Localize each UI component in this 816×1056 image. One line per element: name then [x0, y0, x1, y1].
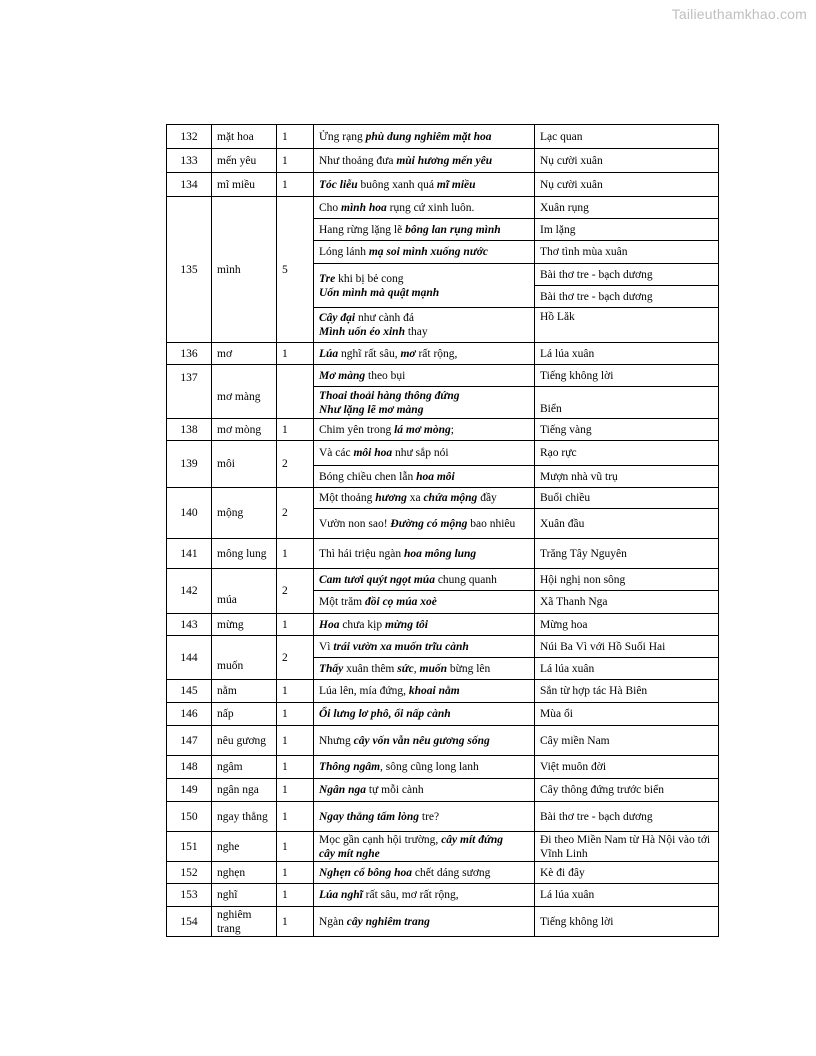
example-cell: [314, 264, 535, 308]
example-cell: [314, 509, 535, 539]
row-number: 144: [167, 636, 212, 680]
row-number: 140: [167, 488, 212, 539]
text: xuân thêm: [343, 662, 398, 675]
highlight: Ổi lưng lơ phô, ổi nấp cành: [319, 708, 451, 720]
text: Thì hái triệu ngàn: [319, 547, 404, 560]
example-cell: [314, 680, 535, 703]
text: Chim yên trong: [319, 423, 395, 436]
data-table: [166, 124, 719, 937]
table-row: [167, 726, 719, 756]
example-cell: [314, 779, 535, 802]
text: ,: [413, 662, 420, 675]
count-cell: [277, 365, 314, 419]
source-cell: Lạc quan: [535, 125, 719, 149]
text: Vì: [319, 640, 334, 653]
row-number: 152: [167, 862, 212, 884]
word-cell: nghĩ: [212, 884, 277, 907]
highlight: cây mít nghe: [319, 847, 380, 860]
table-row: [167, 907, 719, 937]
source-cell: Lá lúa xuân: [535, 658, 719, 680]
row-number: 141: [167, 539, 212, 569]
text: chưa kịp: [339, 618, 385, 631]
count-cell: 1: [277, 149, 314, 173]
text: rất rộng,: [415, 347, 458, 360]
highlight: Tóc liễu: [319, 178, 358, 191]
example-cell: [314, 703, 535, 726]
count-cell: 2: [277, 569, 314, 614]
word-cell: mừng: [212, 614, 277, 636]
highlight: chứa mộng: [423, 492, 478, 504]
word-cell: ngay thẳng: [212, 802, 277, 832]
count-cell: 1: [277, 907, 314, 937]
count-cell: 1: [277, 779, 314, 802]
highlight: Cam tươi quýt ngọt múa: [319, 573, 435, 586]
highlight: mĩ miều: [436, 178, 476, 191]
count-cell: 1: [277, 614, 314, 636]
text: Lúa lên, mía đứng,: [319, 685, 409, 697]
source-cell: Xuân đầu: [535, 509, 719, 539]
row-number: 151: [167, 832, 212, 862]
table-row: [167, 832, 719, 862]
highlight: cây mít đứng: [441, 833, 504, 846]
word-cell: múa: [212, 569, 277, 614]
highlight: mơ: [400, 347, 416, 360]
text: Một trăm: [319, 596, 365, 608]
example-cell: [314, 569, 535, 591]
example-cell: [314, 539, 535, 569]
word-cell: nghe: [212, 832, 277, 862]
source-cell: Lá lúa xuân: [535, 343, 719, 365]
text: ;: [450, 423, 454, 436]
source-cell: Mùa ổi: [535, 703, 719, 726]
word-cell: nấp: [212, 703, 277, 726]
text: rụng cứ xinh luôn.: [386, 201, 475, 214]
highlight: hoa mông lung: [403, 547, 477, 560]
text: khi bị bẻ cong: [335, 272, 404, 285]
table-row: [167, 197, 719, 219]
example-cell: [314, 756, 535, 779]
row-number: 132: [167, 125, 212, 149]
row-number: 136: [167, 343, 212, 365]
source-cell: Việt muôn đời: [535, 756, 719, 779]
text: như cành đá: [355, 312, 415, 324]
example-cell: [314, 832, 535, 862]
row-number: 143: [167, 614, 212, 636]
highlight: Uốn mình mà quật mạnh: [319, 286, 440, 299]
highlight: Hoa: [319, 618, 340, 631]
word-cell: mặt hoa: [212, 125, 277, 149]
highlight: cây vốn vẫn nêu gương sống: [353, 734, 490, 747]
highlight: Thông ngâm: [319, 761, 381, 773]
table-row: [167, 636, 719, 658]
text: Như thoảng đưa: [319, 154, 397, 167]
source-cell: Cây miền Nam: [535, 726, 719, 756]
highlight: Tre: [319, 272, 336, 285]
word-cell: ngân nga: [212, 779, 277, 802]
text: chết dáng sương: [411, 866, 491, 879]
text: theo bụi: [365, 369, 406, 382]
source-cell: Buổi chiều: [535, 488, 719, 509]
text: Ngàn: [319, 915, 347, 928]
highlight: Lúa nghĩ: [319, 889, 363, 901]
example-cell: [314, 658, 535, 680]
table-row: [167, 149, 719, 173]
highlight: hoa môi: [416, 470, 455, 483]
example-cell: [314, 636, 535, 658]
count-cell: 1: [277, 726, 314, 756]
source-cell: Nụ cười xuân: [535, 149, 719, 173]
table-row: [167, 488, 719, 509]
source-cell: Cây thông đứng trước biển: [535, 779, 719, 802]
example-cell: [314, 241, 535, 264]
source-cell: Mượn nhà vũ trụ: [535, 466, 719, 488]
example-cell: [314, 343, 535, 365]
example-cell: [314, 125, 535, 149]
row-number: 142: [167, 569, 212, 614]
example-cell: [314, 219, 535, 241]
highlight: mùi hương mến yêu: [396, 154, 493, 167]
source-cell: Bài thơ tre - bạch dương: [535, 286, 719, 308]
count-cell: 1: [277, 419, 314, 441]
highlight: mừng tôi: [384, 618, 428, 631]
count-cell: 1: [277, 832, 314, 862]
row-number: 146: [167, 703, 212, 726]
row-number: 133: [167, 149, 212, 173]
table-row: [167, 779, 719, 802]
highlight: Thoai thoải hàng thông đứng: [319, 389, 460, 402]
count-cell: 1: [277, 703, 314, 726]
text: Cho: [319, 201, 342, 214]
table-row: [167, 802, 719, 832]
table-row: [167, 614, 719, 636]
text: chung quanh: [434, 573, 497, 586]
source-cell: Biển: [535, 387, 719, 419]
word-cell: mình: [212, 197, 277, 343]
source-cell: Sắn từ hợp tác Hà Biên: [535, 680, 719, 703]
count-cell: 1: [277, 680, 314, 703]
text: tự mỗi cành: [365, 784, 424, 796]
highlight: sức: [397, 662, 414, 675]
count-cell: 2: [277, 636, 314, 680]
count-cell: 1: [277, 802, 314, 832]
row-number: 153: [167, 884, 212, 907]
example-cell: [314, 365, 535, 387]
word-cell: mến yêu: [212, 149, 277, 173]
table-row: [167, 862, 719, 884]
text: Vườn non sao!: [319, 517, 391, 530]
row-number: 154: [167, 907, 212, 937]
count-cell: 1: [277, 343, 314, 365]
table-row: [167, 419, 719, 441]
word-cell: muốn: [212, 636, 277, 680]
highlight: phù dung nghiêm mặt hoa: [365, 130, 492, 143]
text: Hang rừng lặng lẽ: [319, 223, 406, 236]
table-row: [167, 343, 719, 365]
word-cell: môi: [212, 441, 277, 488]
count-cell: 1: [277, 173, 314, 197]
highlight: mạ soi mình xuống nước: [368, 246, 488, 258]
highlight: Lúa: [319, 347, 339, 360]
row-number: 147: [167, 726, 212, 756]
highlight: Đường có mộng: [390, 517, 468, 530]
row-number: 149: [167, 779, 212, 802]
example-cell: [314, 802, 535, 832]
text: , sông cũng long lanh: [380, 761, 479, 773]
text: Mọc gần cạnh hội trường,: [319, 833, 442, 846]
text: Và các: [319, 447, 354, 459]
source-cell: Xuân rụng: [535, 197, 719, 219]
highlight: Cây đại: [319, 312, 356, 324]
highlight: lá mơ mòng: [394, 423, 451, 436]
count-cell: 1: [277, 125, 314, 149]
highlight: Ngay thẳng tấm lòng: [319, 810, 420, 823]
text: Bóng chiều chen lẫn: [319, 470, 417, 483]
count-cell: 2: [277, 441, 314, 488]
row-number: 148: [167, 756, 212, 779]
source-cell: Tiếng không lời: [535, 365, 719, 387]
text: bao nhiêu: [467, 517, 516, 530]
row-number: 135: [167, 197, 212, 343]
word-cell: nghiêm trang: [212, 907, 277, 937]
text: bừng lên: [447, 662, 491, 675]
text: thay: [404, 326, 428, 338]
source-cell: Bài thơ tre - bạch dương: [535, 264, 719, 286]
text: đầy: [477, 492, 497, 504]
row-number: 138: [167, 419, 212, 441]
text: Ửng rạng: [319, 130, 366, 143]
table-row: [167, 539, 719, 569]
example-cell: [314, 173, 535, 197]
example-cell: [314, 419, 535, 441]
highlight: môi hoa: [353, 447, 393, 459]
word-cell: mông lung: [212, 539, 277, 569]
example-cell: [314, 308, 535, 343]
example-cell: [314, 614, 535, 636]
example-cell: [314, 726, 535, 756]
source-cell: Trăng Tây Nguyên: [535, 539, 719, 569]
table-row: [167, 680, 719, 703]
text: như sắp nói: [392, 447, 449, 459]
example-cell: [314, 197, 535, 219]
highlight: Mơ màng: [319, 369, 366, 382]
source-cell: Thơ tình mùa xuân: [535, 241, 719, 264]
source-cell: Núi Ba Vì với Hồ Suối Hai: [535, 636, 719, 658]
count-cell: 1: [277, 539, 314, 569]
text: rất sâu, mơ rất rộng,: [362, 889, 459, 901]
source-cell: Đi theo Miền Nam từ Hà Nội vào tới Vĩnh Linh: [535, 832, 719, 862]
source-cell: Lá lúa xuân: [535, 884, 719, 907]
text: Lóng lánh: [319, 246, 369, 258]
example-cell: [314, 441, 535, 466]
highlight: Mình uốn éo xinh: [319, 326, 405, 338]
example-cell: [314, 466, 535, 488]
word-cell: ngâm: [212, 756, 277, 779]
table-row: [167, 441, 719, 466]
source-cell: Tiếng không lời: [535, 907, 719, 937]
highlight: muốn: [419, 662, 447, 675]
highlight: đồi cọ múa xoè: [365, 596, 437, 608]
source-cell: Kè đi đây: [535, 862, 719, 884]
example-cell: [314, 907, 535, 937]
row-number: 150: [167, 802, 212, 832]
text: tre?: [419, 810, 440, 823]
text: nghĩ rất sâu,: [338, 347, 401, 360]
text: Nhưng: [319, 734, 354, 747]
word-cell: mơ màng: [212, 365, 277, 419]
example-cell: [314, 862, 535, 884]
source-cell: Bài thơ tre - bạch dương: [535, 802, 719, 832]
highlight: Nghẹn cổ bông hoa: [319, 866, 412, 879]
word-cell: mơ: [212, 343, 277, 365]
count-cell: 5: [277, 197, 314, 343]
table-row: [167, 756, 719, 779]
word-cell: nêu gương: [212, 726, 277, 756]
example-cell: [314, 884, 535, 907]
watermark: Tailieuthamkhao.com: [671, 6, 807, 22]
highlight: trái vườn xa muốn trĩu cành: [333, 640, 469, 653]
row-number: 134: [167, 173, 212, 197]
table-row: [167, 365, 719, 387]
count-cell: 1: [277, 884, 314, 907]
table-row: [167, 569, 719, 591]
table-row: [167, 173, 719, 197]
text: xa: [406, 492, 424, 504]
count-cell: 2: [277, 488, 314, 539]
highlight: Như lặng lẽ mơ màng: [319, 403, 424, 416]
word-cell: mĩ miều: [212, 173, 277, 197]
table-row: [167, 125, 719, 149]
text: Một thoảng: [319, 492, 376, 504]
word-cell: mơ mòng: [212, 419, 277, 441]
source-cell: Rạo rực: [535, 441, 719, 466]
count-cell: 1: [277, 862, 314, 884]
source-cell: Im lặng: [535, 219, 719, 241]
highlight: khoai nằm: [408, 685, 460, 697]
source-cell: Xã Thanh Nga: [535, 591, 719, 614]
row-number: 145: [167, 680, 212, 703]
source-cell: Nụ cười xuân: [535, 173, 719, 197]
word-cell: nghẹn: [212, 862, 277, 884]
highlight: hương: [375, 492, 407, 504]
word-cell: mộng: [212, 488, 277, 539]
highlight: mình hoa: [341, 201, 387, 214]
table-row: [167, 703, 719, 726]
example-cell: [314, 591, 535, 614]
highlight: Thấy: [319, 662, 344, 675]
source-cell: Hội nghị non sông: [535, 569, 719, 591]
source-cell: Tiếng vàng: [535, 419, 719, 441]
word-cell: nằm: [212, 680, 277, 703]
example-cell: [314, 149, 535, 173]
text: buông xanh quá: [357, 178, 437, 191]
row-number: 137: [167, 365, 212, 419]
table-row: [167, 884, 719, 907]
highlight: Ngân nga: [319, 784, 366, 796]
example-cell: [314, 387, 535, 419]
highlight: cây nghiêm trang: [346, 915, 430, 928]
highlight: bông lan rụng mình: [405, 223, 501, 236]
example-cell: [314, 488, 535, 509]
source-cell: Mừng hoa: [535, 614, 719, 636]
row-number: 139: [167, 441, 212, 488]
source-cell: Hồ Lăk: [535, 308, 719, 343]
count-cell: 1: [277, 756, 314, 779]
